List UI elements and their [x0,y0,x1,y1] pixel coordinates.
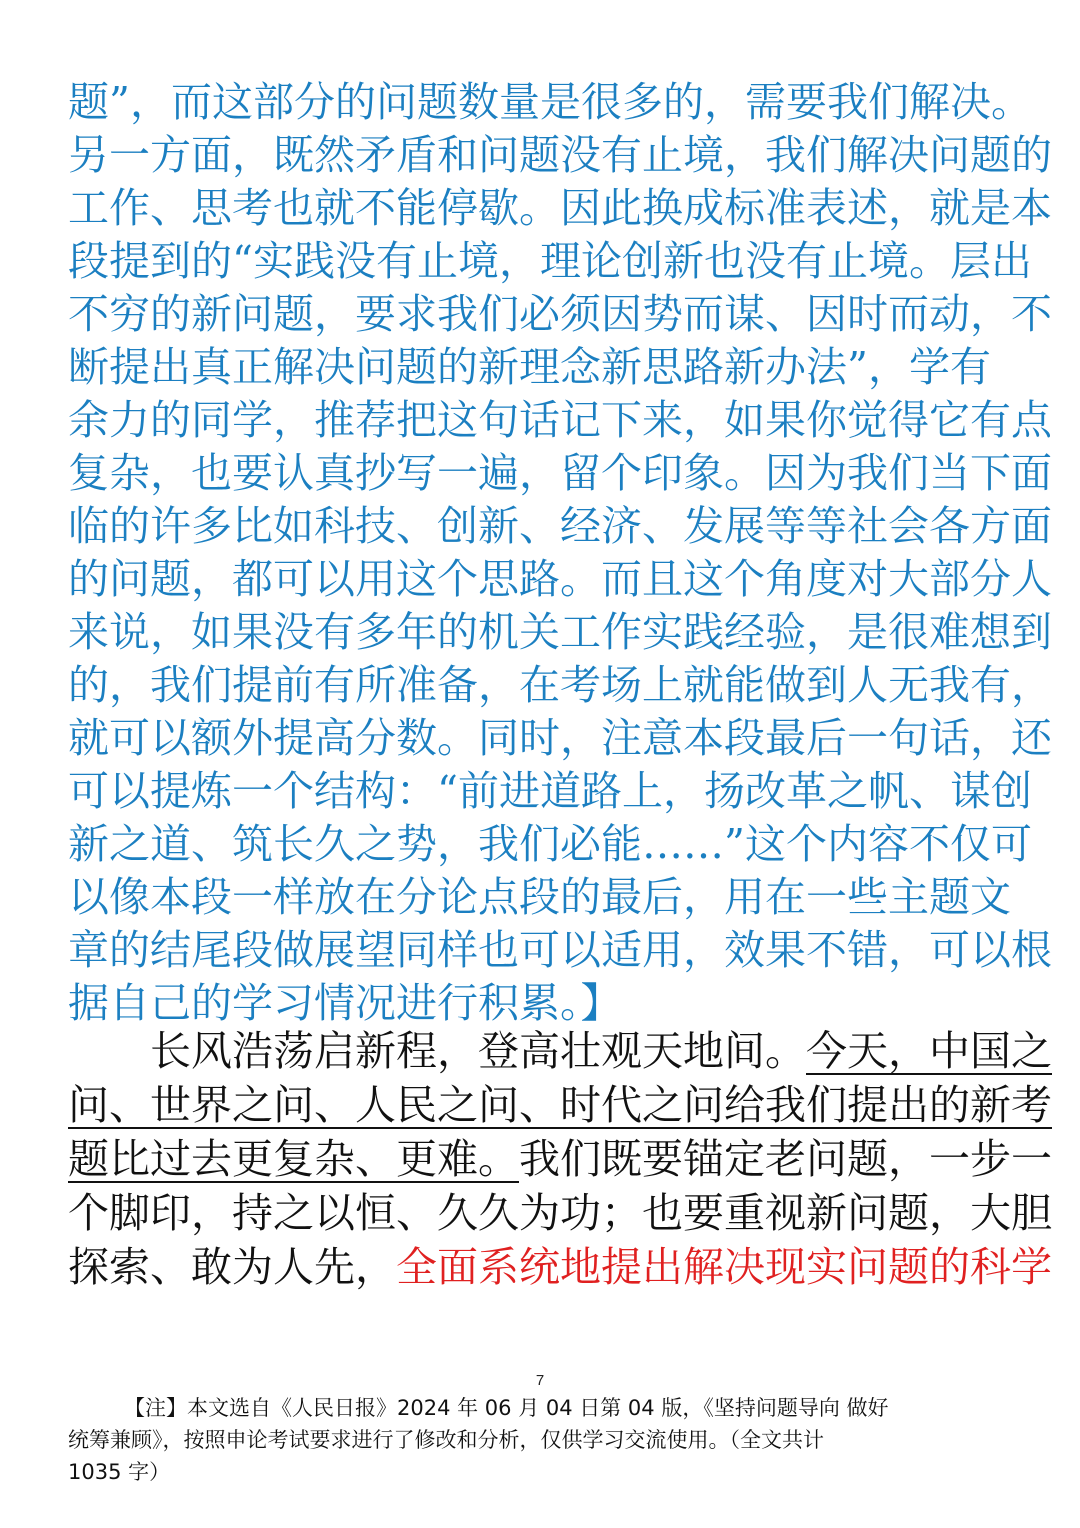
commentary-line: 复杂，也要认真抄写一遍，留个印象。因为我们当下面 [68,449,1052,497]
body-text: 个脚印，持之以恒、久久为功；也要重视新问题，大胆 [68,1189,1052,1237]
commentary-line: 以像本段一样放在分论点段的最后，用在一些主题文 [68,873,1011,921]
footnote-line: 【注】本文选自《人民日报》2024 年 06 月 04 日第 04 版，《坚持问题导向 做好 [124,1396,889,1420]
footnote-line: 统筹兼顾》，按照申论考试要求进行了修改和分析，仅供学习交流使用。（全文共计 [68,1428,824,1452]
footnote [68,1392,1014,1488]
body-line [68,1186,1052,1240]
commentary-line: 的问题，都可以用这个思路。而且这个角度对大部分人 [68,555,1052,603]
commentary-line: 来说，如果没有多年的机关工作实践经验，是很难想到 [68,608,1052,656]
commentary-line: 可以提炼一个结构：“前进道路上，扬改革之帆、谋创 [68,767,1032,815]
body-line [68,1132,1052,1186]
highlighted-text: 全面系统地提出解决现实问题的科学 [396,1243,1052,1291]
commentary-line: 余力的同学，推荐把这句话记下来，如果你觉得它有点 [68,396,1052,444]
commentary-line: 不穷的新问题，要求我们必须因势而谋、因时而动，不 [68,290,1052,338]
commentary-line: 就可以额外提高分数。同时，注意本段最后一句话，还 [68,714,1052,762]
body-line [68,1078,1052,1132]
underlined-text: 今天，中国之 [806,1027,1052,1075]
body-text: 探索、敢为人先， [68,1243,396,1291]
underlined-text: 题比过去更复杂、更难。 [68,1135,519,1183]
body-line [68,1024,1052,1078]
commentary-line: 据自己的学习情况进行积累。】 [68,979,622,1027]
commentary-line: 章的结尾段做展望同样也可以适用，效果不错，可以根 [68,926,1052,974]
body-text: 我们既要锚定老问题，一步一 [519,1135,1052,1183]
underlined-text: 问、世界之问、人民之问、时代之问给我们提出的新考 [68,1081,1052,1129]
commentary-line: 段提到的“实践没有止境，理论创新也没有止境。层出 [68,237,1032,285]
commentary-line: 临的许多比如科技、创新、经济、发展等等社会各方面 [68,502,1052,550]
body-text: 长风浩荡启新程，登高壮观天地间。 [150,1027,806,1075]
commentary-line: 新之道、筑长久之势，我们必能……”这个内容不仅可 [68,820,1032,868]
commentary-line: 另一方面，既然矛盾和问题没有止境，我们解决问题的 [68,131,1052,179]
footnote-line: 1035 字） [68,1460,171,1484]
commentary-line: 断提出真正解决问题的新理念新思路新办法”，学有 [68,343,991,391]
body-line [68,1240,1052,1294]
commentary-line: 的，我们提前有所准备，在考场上就能做到人无我有， [68,661,1052,709]
body-paragraph [68,1024,1052,1294]
commentary-line: 工作、思考也就不能停歇。因此换成标准表述，就是本 [68,184,1052,232]
commentary-line: 题”，而这部分的问题数量是很多的，需要我们解决。 [68,78,1032,126]
page-number: 7 [535,1372,545,1389]
commentary-block [68,76,1052,1030]
